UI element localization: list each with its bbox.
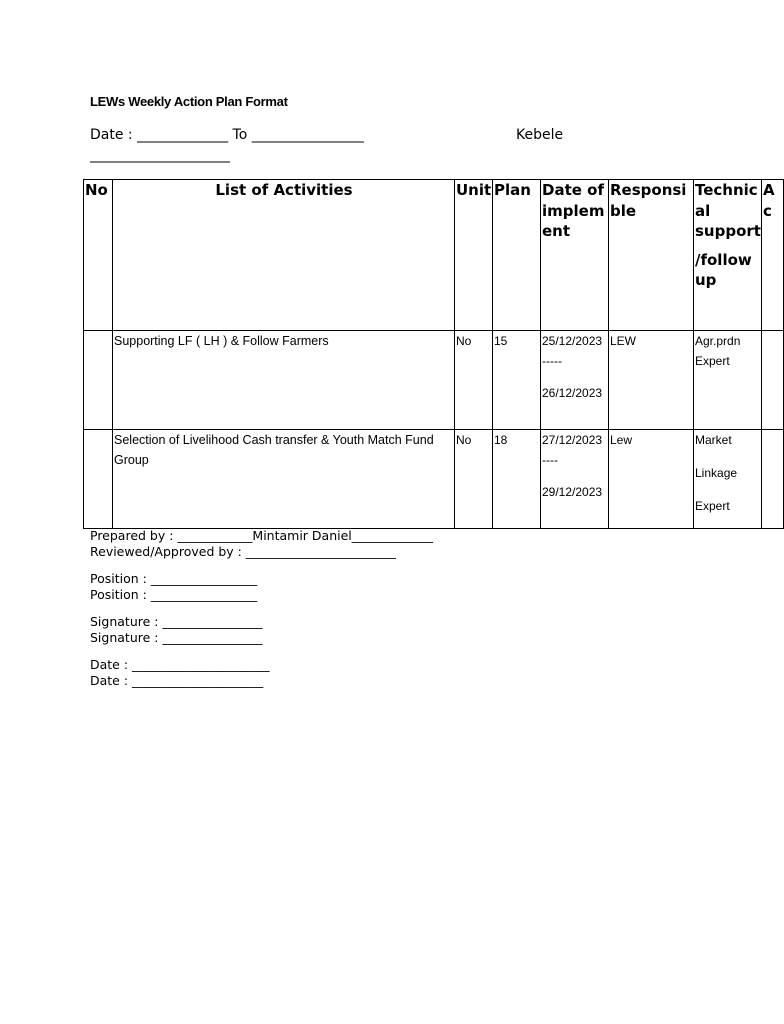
- table-row: [84, 331, 784, 430]
- header-technical-support: [694, 180, 762, 331]
- document-title: LEWs Weekly Action Plan Format: [90, 94, 288, 109]
- header-unit: Unit: [455, 180, 493, 331]
- row-technical-support: [694, 331, 762, 430]
- kebele-blank-line: ____________________: [90, 147, 230, 163]
- date-range-line: Date : _____________ To ________________: [90, 127, 364, 143]
- row-unit: No: [455, 430, 493, 529]
- header-no: No: [84, 180, 113, 331]
- row-support-line-3: Expert: [695, 499, 730, 513]
- row-date: [541, 430, 609, 529]
- prepared-by-line: Prepared by : ____________Mintamir Daniel_____________: [90, 528, 434, 543]
- header-technical-support-a: Technic al support: [695, 181, 761, 240]
- header-plan: Plan: [493, 180, 541, 331]
- row-unit: No: [455, 331, 493, 430]
- row-support-line-2: Expert: [695, 354, 730, 368]
- row-support-line-2: Linkage: [695, 466, 738, 480]
- reviewed-by-line: Reviewed/Approved by : ________________________: [90, 544, 396, 559]
- row-date-separator: ----: [542, 453, 558, 467]
- position-line-2: Position : _________________: [90, 587, 258, 602]
- header-technical-support-b: /follow up: [695, 250, 752, 289]
- row-date-end: 29/12/2023: [542, 485, 603, 499]
- row-extra: [762, 331, 784, 430]
- row-responsible: Lew: [609, 430, 694, 529]
- row-activity: Supporting LF ( LH ) & Follow Farmers: [113, 331, 455, 430]
- row-date-separator: -----: [542, 354, 562, 368]
- row-date-start: 27/12/2023: [542, 433, 603, 447]
- table-header-row: [84, 180, 784, 331]
- kebele-label: Kebele: [516, 127, 564, 143]
- header-extra: A c: [762, 180, 784, 331]
- row-responsible: LEW: [609, 331, 694, 430]
- action-plan-table: [83, 179, 784, 529]
- row-extra: [762, 430, 784, 529]
- header-responsible: Responsi ble: [609, 180, 694, 331]
- row-date: [541, 331, 609, 430]
- row-no: [84, 430, 113, 529]
- row-support-line-1: Market: [695, 433, 732, 447]
- header-date: Date of implem ent: [541, 180, 609, 331]
- row-activity: Selection of Livelihood Cash transfer & Youth Match Fund Group: [113, 430, 455, 529]
- row-date-end: 26/12/2023: [542, 386, 603, 400]
- signature-line-1: Signature : ________________: [90, 614, 263, 629]
- signature-line-2: Signature : ________________: [90, 630, 263, 645]
- table-row: [84, 430, 784, 529]
- header-activities: List of Activities: [113, 180, 455, 331]
- row-plan: 15: [493, 331, 541, 430]
- row-support-line-1: Agr.prdn: [695, 334, 741, 348]
- date-line-2: Date : _____________________: [90, 673, 264, 688]
- row-no: [84, 331, 113, 430]
- row-plan: 18: [493, 430, 541, 529]
- date-line-1: Date : ______________________: [90, 657, 270, 672]
- row-technical-support: [694, 430, 762, 529]
- row-date-start: 25/12/2023: [542, 334, 603, 348]
- position-line-1: Position : _________________: [90, 571, 258, 586]
